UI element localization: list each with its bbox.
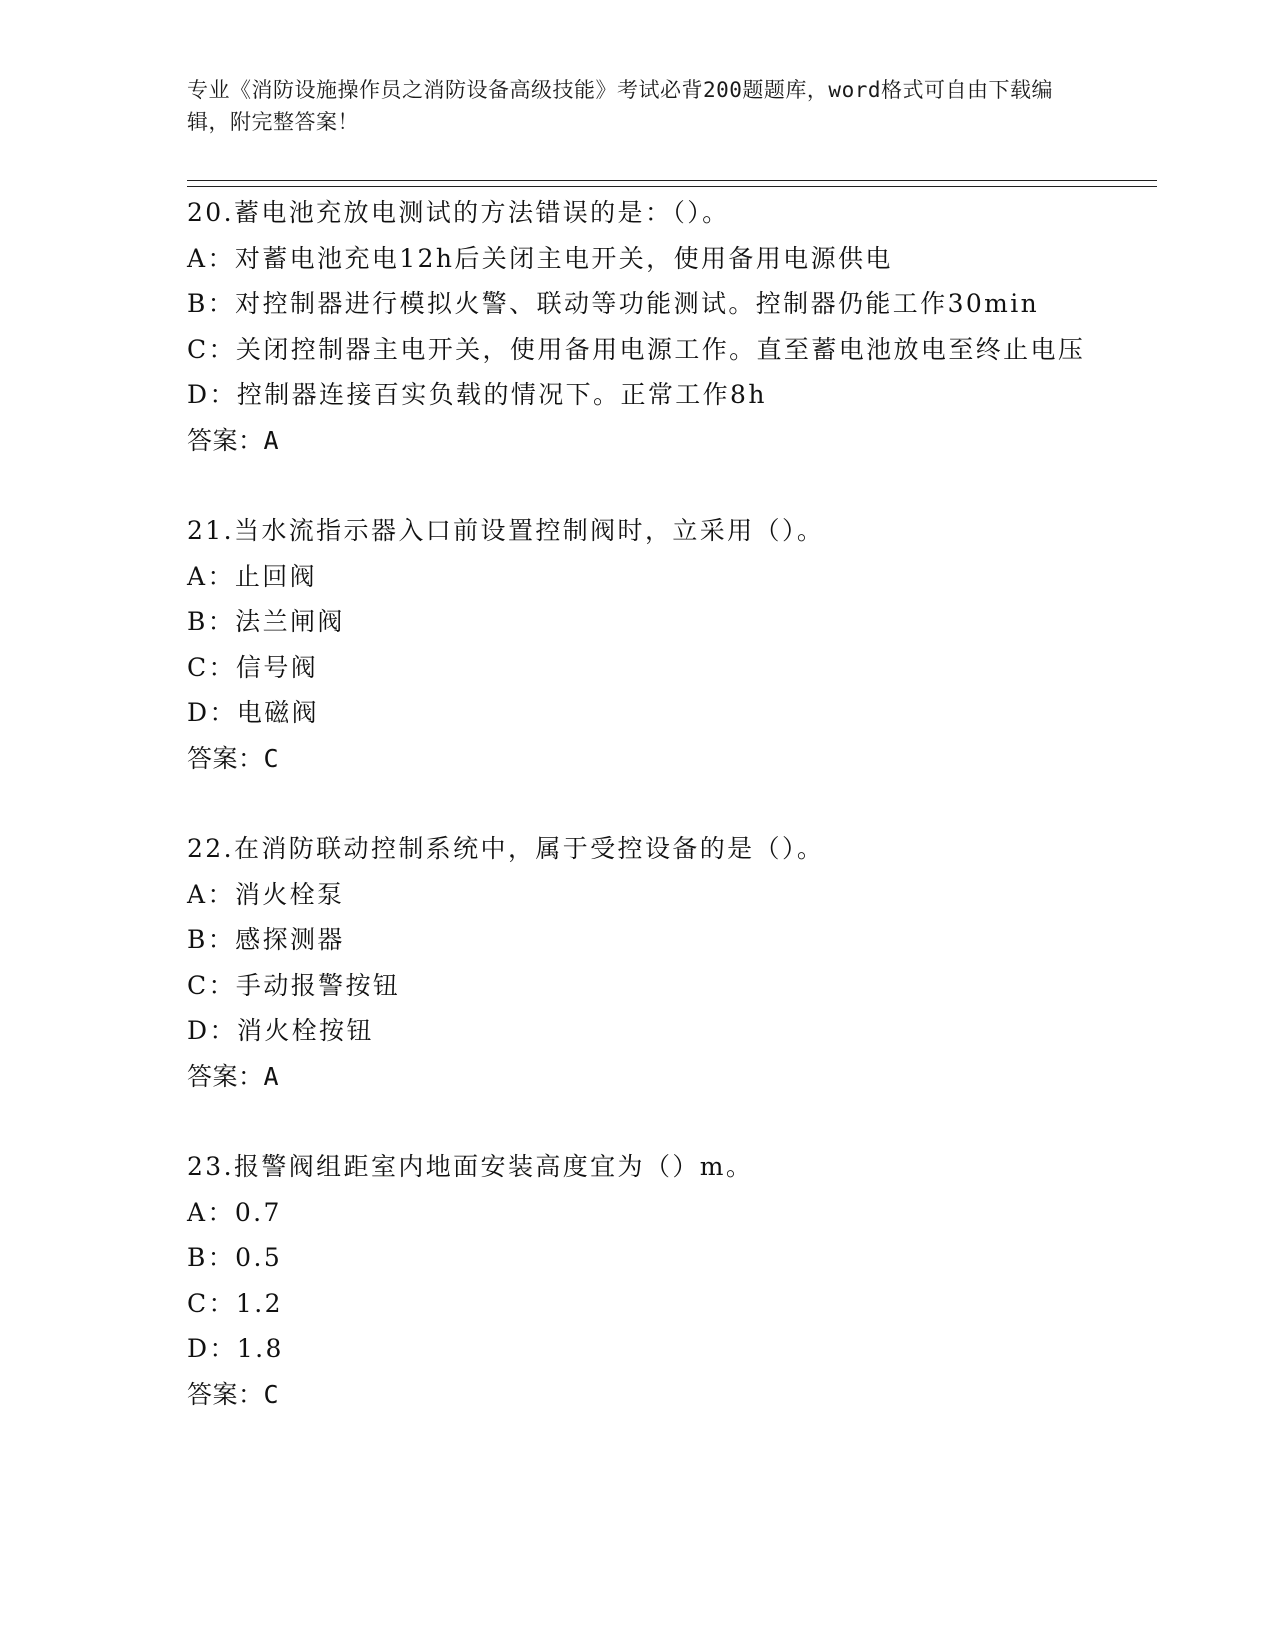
option-c: C：手动报警按钮 [187, 970, 401, 1000]
option-b: B：感探测器 [187, 925, 345, 954]
answer-line: 答案：C [187, 743, 280, 773]
header-divider-top [187, 180, 1157, 181]
question-item [187, 190, 1087, 463]
question-stem: 23.报警阀组距室内地面安装高度宜为（）m。 [187, 1152, 754, 1181]
option-c: C：1.2 [187, 1288, 283, 1318]
question-item [187, 826, 1087, 1099]
document-header: 专业《消防设施操作员之消防设备高级技能》考试必背200题题库，word格式可自由下载编辑，附完整答案！ [187, 78, 1053, 134]
option-a: A：对蓄电池充电12h后关闭主电开关，使用备用电源供电 [187, 243, 893, 273]
option-b: B：0.5 [187, 1243, 283, 1272]
option-d: D：控制器连接百实负载的情况下。正常工作8h [187, 380, 767, 409]
option-d: D：消火栓按钮 [187, 1016, 374, 1045]
option-d: D：1.8 [187, 1334, 284, 1363]
option-a: A：0.7 [187, 1197, 282, 1227]
answer-line: 答案：C [187, 1379, 280, 1409]
option-a: A：止回阀 [187, 561, 318, 591]
question-stem: 22.在消防联动控制系统中，属于受控设备的是（）。 [187, 834, 825, 863]
option-d: D：电磁阀 [187, 698, 320, 727]
option-c: C：信号阀 [187, 652, 319, 682]
question-item [187, 1144, 1087, 1417]
option-c: C：关闭控制器主电开关，使用备用电源工作。直至蓄电池放电至终止电压 [187, 334, 1086, 364]
question-stem: 21.当水流指示器入口前设置控制阀时，立采用（）。 [187, 516, 825, 545]
header-divider-bottom [187, 186, 1157, 187]
question-stem: 20.蓄电池充放电测试的方法错误的是：（）。 [187, 198, 730, 227]
question-list [187, 190, 1087, 1417]
answer-line: 答案：A [187, 425, 280, 455]
option-a: A：消火栓泵 [187, 879, 345, 909]
answer-line: 答案：A [187, 1061, 280, 1091]
option-b: B：法兰闸阀 [187, 607, 345, 636]
option-b: B：对控制器进行模拟火警、联动等功能测试。控制器仍能工作30min [187, 289, 1040, 318]
question-item [187, 508, 1087, 781]
